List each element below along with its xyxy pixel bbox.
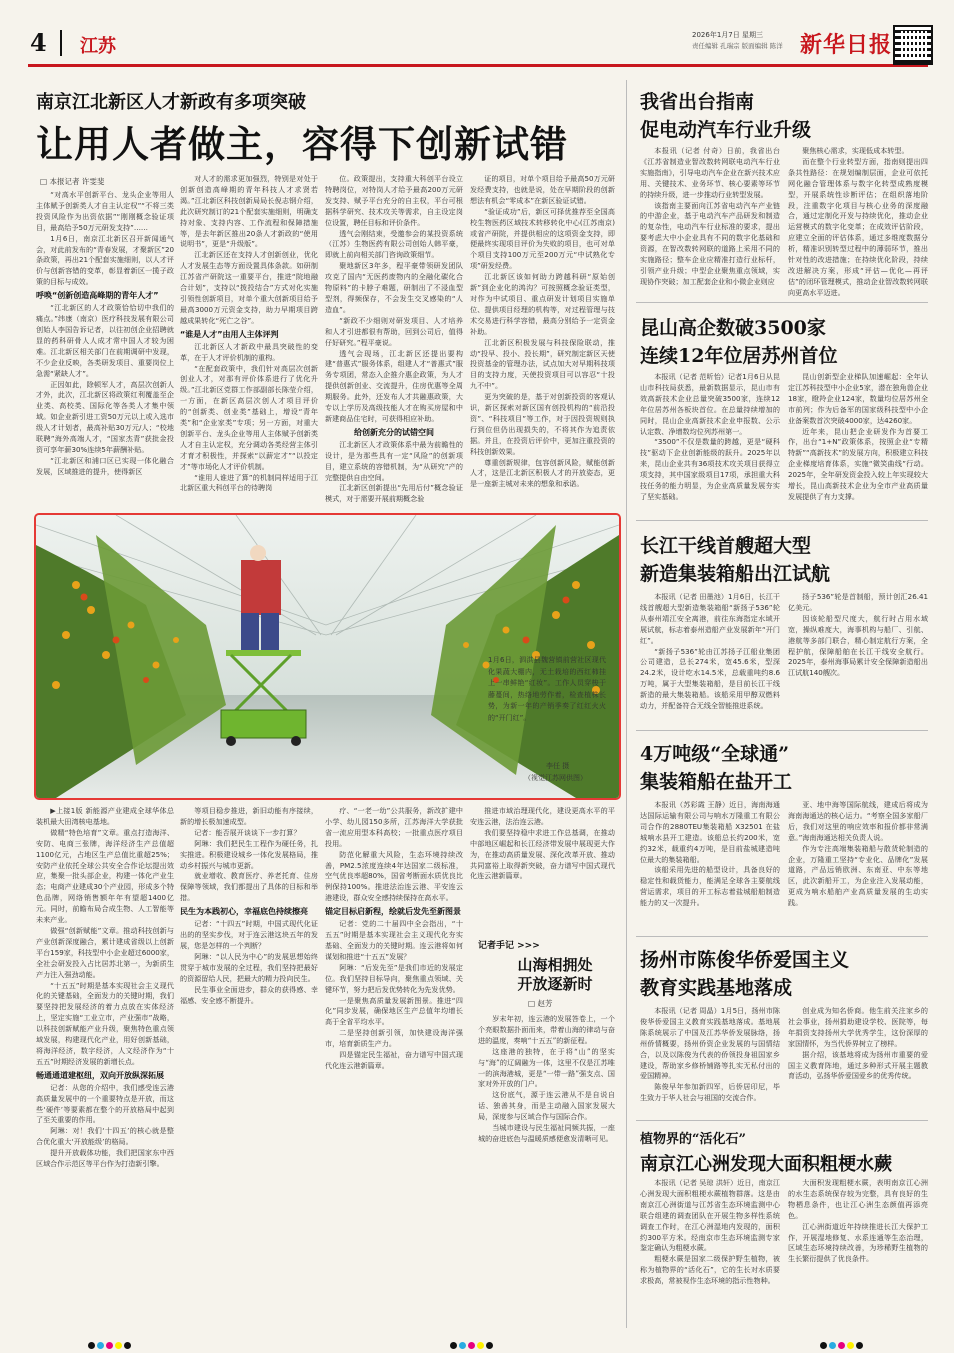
article-1-column-2: 聚焦核心需求，实现低成本转型。 而在整个行业转型方面，指南则提出四条共性路径：在规划编制层面，企业可依托网化融合管理体系与数字化转型成熟度模型，开展系统性诊断评估；在组织落地阶段，注重数字化项目与核心业务的深度融合，通过定制化开发与持续优化，推动企业运营模式的数字化变革；在成效评估阶段，应建立全面的评估体系，通过多维度数据分析，精准识别转型过程中的薄弱环节，推出针对性的改进措施；在持续优化阶段，持续改进解决方案，形成“评估—优化—再评估”的闭环管理模式，推动企业智改数转网联向更高水平迈进。	[788, 146, 928, 296]
bottom-column-3: 疗、“一老一幼”公共服务，新改扩建中小学、幼儿园150多所，江苏海洋大学获批省一流应用型本科高校；一批重点医疗项目投用。 防范化解重大风险，生态环境持续改善，PM2.5浓度连续4年达国家二级标准，空气优良率超80%，国省考断面水质优良比例保持100%。推进法治连云港、平安连云港建设，群众安全感持续保持在高水平。 锚定目标启新程，绘就后发先至新图景 记者：党的二十届四中全会指出，“十五五”时期是基本实现社会主义现代化夯实基础、全面发力的关键时期。连云港将如何谋划和推进“十五五”发展？ 阿琳：“后发先至”是我们市近的发展定位。我们坚持目标导向，聚焦重点领域、关键环节，努力把后发优势转化为先发优势。 一是聚焦高质量发展新图景。推进“四化”同步发展，确保地区生产总值年均增长高于全省平均水平。 二是坚持创新引领，加快建设海洋强市，培育新质生产力。 四是锚定民生福祉，奋力谱写中国式现代化连云港新篇章。	[325, 806, 463, 1070]
issue-date: 2026年1月7日 星期三	[692, 31, 763, 39]
article-1-column-1: 本报讯（记者 付奇）日前，我省出台《江苏省制造业智改数转网联电动汽车行业实施指南》，引导电动汽车企业在新兴技术应用、关键技术、业务环节、核心要素等环节的持续升级，进一步推动行业转型发展。 该指南主要面向江苏省电动汽车产业链的中游企业，基于电动汽车产品研发和制造的复杂性，电动汽车行业标准的要求，提出要考虑大中小企业具有不同的数字化基础和资源，在智改数转网联的道路上采用不同的实施路径；整车企业应精准打造行业标杆，引领产业升级；中型企业聚焦重点领域，实现协作突破；加工配套企业和小微企业则应	[640, 146, 780, 286]
lead-column-3: 位。政策提出，支持重大科创平台设立特聘岗位，对特岗人才给予最高200万元研发支持、赋予平台充分的自主权，平台可根据科学研究、技术攻关等需求，自主设定岗位设置，聘任目标和评价条件。 透气会刚结束，受邀参会的某投资系统（江苏）生物医药有限公司创始人韩平豪，即就上前向相关部门咨询政策细节。 聚地新区3年多，程平豪带领研发团队攻克了国内“无医药废物内的全融化碳化合物原料”的卡脖子难题，研制出了不浸血型型剂，得频保存，不会发生交叉感染的“人造血”。 “新政不少细则对研发项目、人才培养和人才引进都很有帮助，回到公司后，值得仔好研究。”程平豪说。 透气会现场，江北新区还提出要构建“普惠式”服务体系，组建人才“普惠式”服务专项团，常态入企推介惠企政策，为人才提供创新创业、交流提升，住房优惠等全周期服务。此外，还发布人才共融惠政策，大专以上学历及高级技能人才在购买房屋和中新建商品住宅时，可获得相应补助。 给创新充分的试错空间 江北新区人才政策体系中最为前瞻性的设计，是为那些具有一定“风险”的创新项目，建立系统的容错机制，为“从研究”产的完整提供自由空间。 江北新区创新提出“先用后付”概念验证模式，对于需要开展前期概念验	[325, 174, 463, 504]
article-3-title: 长江干线首艘超大型 新造集装箱船出江试航	[640, 535, 831, 585]
bottom-subhead-2: 民生为本践初心，幸福底色持续擦亮	[180, 907, 308, 917]
article-divider-4	[636, 936, 928, 937]
bottom-column-4: 推进市域治理现代化，建设更高水平的平安连云港，法治连云港。 我们要坚持稳中求进工作总基调，在推动中部地区崛起和长江经济带发展中展现更大作为，在推动高质量发展、深化改革开放、推动共同富裕上取得新突破，奋力谱写中国式现代化连云港新篇章。	[470, 806, 615, 881]
lead-subhead-2: “谁是人才”由用人主体评判	[180, 329, 279, 339]
masthead-logo: 新华日报	[800, 32, 893, 58]
photo-credit: 李任 摄	[546, 762, 570, 770]
bottom-column-2: 等项目稳步推进，新旧动能有序接续，新的增长极加速成型。 记者：能否展开谈谈下一步打算？ 阿琳：我们把民生工程作为硬任务，扎实推进。积极建设城乡一体化发展格局，推动乡村振兴与城市更新。 就业增收、教育医疗、养老托育、住房保障等领域，我们都提出了具体的目标和举措。 民生为本践初心，幸福底色持续擦亮 记者：“十四五”时期，中国式现代化证出的的坚实步伐，对于连云港这块五年的发展，您是怎样的一个判断？ 阿琳：“以人民为中心”的发展思想始终贯穿于城市发展的全过程，我们坚持把最好的资源留给人民，把最大的精力投向民生。 民生事业全面进步，群众的获得感、幸福感、安全感不断提升。	[180, 806, 318, 1005]
bottom-subhead-1: 畅通通道建枢纽，双向开放纵深拓展	[36, 1070, 164, 1080]
page-header-rule	[28, 26, 928, 67]
lead-column-1: “对高水平创新平台、龙头企业等用人主体赋予创新类人才自主认定权”“不将三类投资风险作为出资依据”“刚刚概念验证项目，最高给予50万元研发支持”…… 1月6日，南京江北新区召开新闻通气会，对此前发布的“青春发展，才聚新区”20条政策，再出21个配套实施细则，以人才评价与创新容错的变革，彰显着新区一揽子政策的目标与成效。 呼唤“创新创造高峰期的青年人才” “江北新区的人才政策恰恰切中我们的痛点。”纬康（南京）医疗科技发展有限公司创始人李国告诉记者，以往初创企业招聘就显的药科研骨人人成才常中国人才较为困难。江北新区相关部门在前期调研中发现，不少企业反映，各类研发项目、重要岗位上急需“紧缺人才”。 正因如此，除顿军人才，高层次创新人才外，此次，江北新区将政策红利覆盖至企业类、高校类、国际化等各类人才集中领域。如企业新引进工资50万元以上或入选市级人才计划者，最高补贴30万元/人；“校地联聘”海外高端人才，“国家杰青”获批金投资可享年薪30%连续5年薪酬补贴。 “江北新区和浦口区已实现一体化融合发展，区域推进的提升，使得新区	[36, 190, 174, 476]
article-6-column-2: 大面积发现粗梗水蕨，表明南京江心洲的水生态系统保存较为完整，具有良好的生物栖息条件，也让江心洲生态颜值再添亮色。 江心洲街道近年持续推进长江大保护工作，开展湿地修复、水系连通等生态治理，区域生态环境持续改善，为珍稀野生植物的生长繁衍提供了优良条件。	[788, 1178, 928, 1264]
article-4-column-2: 亚、地中海等国际航线，建成后将成为海南海通达的核心运力。“考察全国多家船厂后，我们对这里的响应效率和报价都非常满意。”海南海通达相关负责人说。 作为专注高端集装箱船与散货轮制造的企业，万隆重工坚持“专业化、品牌化”发展道路，产品远销欧洲、东南亚、中东等地区，此次新船开工，为企业注入发展动能，更成为响水船舶产业高质量发展的生动实践。	[788, 800, 928, 908]
qr-code-icon[interactable]	[893, 25, 933, 65]
article-4-column-1: 本报讯（苏彩霞 王静）近日，海南海通达国际运输有限公司与响水万隆重工有限公司合作的2880TEU集装箱船 X32501 在盐城响水县开工建造。该船总长约200米，宽约32米，载重约4万吨，是目前盐城建造吨位最大的集装箱船。 该船采用先进的船型设计，具备良好的稳定性和载货能力，能满足全球各主要航线营运需求，项目的开工标志着盐城船舶制造能力的又一次提升。	[640, 800, 780, 908]
registration-marks-left	[88, 1334, 133, 1353]
lead-column-2: 对人才的需求更加强烈，特别是对处于创新创造高峰期的青年科技人才求贤若渴。”江北新区科技创新局局长倪志钢介绍，此次研究制订的21个配套实施细则，明确支持对象、支持内容、工作流程和保障措施等，是去年新区推出20条人才新政的“使用说明书”，更是“升级版”。 江北新区还在支持人才创新创业，优化人才发展生态等方面设置具体条款。如研制江苏省产研院这一重要平台，推进“院地融合计划”，支持以“拨投结合”方式对化实施引领性创新项目，对单个重大创新项目给予最高3000万元资金支持，助力早期项目跨越成果转化“死亡之谷”。 “谁是人才”由用人主体评判 江北新区人才新政中最具突破性的变革，在于人才评价机制的重构。 “在配套政策中，我们针对高层次创新创业人才，对那有评价体系进行了优化升级。”江北新区党群工作部副部长陈莹介绍，一方面，在新区高层次创人才项目评价的“创新类、创业类”基础上，增设“青年类”和“企业家类”专项；另一方面，对重大创新平台、龙头企业等用人主体赋予创新类人才自主认定权，充分调动各类经营主体引才育才积极性，并探索“以薪定才”“以投定才”等市场化人才评价机制。 “谁用人谁进了算”的机制同样适用于江北新区重大科创平台的待聘岗	[180, 174, 318, 493]
note-title: 山海相拥处 开放逐新时	[517, 956, 593, 993]
article-5-title: 扬州市陈俊华侨爱国主义 教育实践基地落成	[640, 949, 850, 999]
photo-source: （视觉江苏网供图）	[524, 774, 587, 782]
registration-marks-center	[450, 1334, 495, 1353]
article-divider-3	[636, 730, 928, 731]
article-divider-5	[636, 1120, 928, 1121]
lead-kicker: 南京江北新区人才新政有多项突破	[36, 92, 306, 113]
article-2-column-1: 本报讯（记者 范昕怡）记者1月6日从昆山市科技局获悉，最新数据显示，昆山市有效高新技术企业总量突破3500家，连续12年位居苏州各板块首位。在总量持续增加的同时，昆山企业高新技术企业申报数、公示认定数、净增数均位列苏州第一。 “3500”不仅是数量的跨越，更是“硬科技”驱动下企业创新能级的跃升。2025年以来，昆山企业共有36项技术攻关项目获得立项支持，其中国家级项目17项，承担重大科技任务的能力明显，为企业高质量发展夯实了坚实基础。	[640, 372, 780, 501]
article-4-title: 4万吨级“全球通” 集装箱船在盐开工	[640, 743, 793, 793]
article-6-kicker: 植物界的“活化石”	[640, 1132, 746, 1147]
tomato-greenhouse-photo	[34, 513, 621, 800]
lead-title: 让用人者做主，容得下创新试错	[36, 123, 568, 166]
photo-caption: 1月6日，泗洪县魏营镇前营社区现代化果蔬大棚内，无土栽培的西红柿挂上一串鲜艳“红妆”。工作人员穿梭于藤蔓间，热络地劳作着，检查植株长势，为新一年的产销季奏了红红火火的“开门红”。	[488, 656, 606, 722]
article-divider-1	[636, 302, 928, 303]
section-title: 江苏	[80, 36, 116, 57]
article-1-title: 我省出台指南 促电动汽车行业升级	[640, 91, 812, 141]
article-6-title: 南京江心洲发现大面积粗梗水蕨	[640, 1154, 892, 1175]
article-3-column-2: 扬子536”轮是首制船，预计创汇26.41亿美元。 因该轮船型尺度大，航行时占用水域宽，操纵难度大，海事机构与船厂、引航、港航等多部门联合，精心制定航行方案，全程护航，保障船舶在长江干线安全航行。2025年，泰州海事局累计安全保障新造船出江试航140艘次。	[788, 592, 928, 678]
note-byline: □ 赵芳	[528, 999, 553, 1008]
editor-credits: 责任编辑 孔瑞宗 版面编辑 陈洋	[692, 42, 783, 50]
article-2-column-2: 昆山创新型企业梯队加速崛起：全年认定江苏科技型中小企业5家，潜在独角兽企业18家，瞪羚企业124家，数量均位居苏州全市前列；作为后备军的国家级科技型中小企业备案数首次突破4000家，达4260家。 近年来，昆山把企业研发作为首要工作，出台“1+N”政策体系，按照企业“专精特新”“高新技术”的发展方向，积极建立科技企业梯度培育体系，实施“微笑曲线”行动。2025年，全年研发资金投入较上年实现较大增长，昆山高新技术企业为全市产业高质量发展提供了有力支撑。	[788, 372, 928, 501]
lead-column-4: 证的项目，对单个项目给予最高50万元研发经费支持，也就是说，处在早期阶段的创新想法有机会“零成本”在新区验证试错。 “验证成功”后，新区可择优推荐至全国高校生物医药区域技术转移转化中心(江苏南京)或省产研院，并提供相应的这项资金支持，即便最终实现项目评价为失败的项目，也可对单个项目支持100万元至200万元“中试熟化专项”研发经费。 江北新区该如何助力跨越科研“原始创新”到企业化的鸿沟？可按照概念验证类型，对作为中试项目、重点研发计划项目实施单位、提供项目经理的机构等，对过程管理与技术交易进行科学容错，最高分别给予一定资金补助。 江北新区积极发展与科技保险联动，推动“投早、投小、投长期”，研究制定新区天使投资基金的管理办法，试点加大对早期科技项目的支持力度，天使投资项目可以容忍“十投九不中”。 更为突破的是，基于对创新投资的客观认识，新区探索对新区国有创投机构的“前沿投资”、“科技项目”等工作，对于因投资规则执行到位但仍出现损失的，不将其作为追责依据。并且，在投资后评价中，更加注重投资的科技创新效果。 尊重创新规律，包容创新风险，赋能创新人才，这是江北新区积极人才的开放姿态，更是一座新主城对未来的想象和承诺。	[470, 174, 615, 489]
right-column-divider	[626, 80, 627, 1328]
article-divider-2	[636, 520, 928, 521]
article-5-column-1: 本报讯（记者 周晶）1月5日，扬州市陈俊华侨爱国主义教育实践基地落成。基地展陈系统展示了中国及江苏华侨发展脉络，扬州侨情概要，扬州侨资企业发展的与国情结合，以及以陈俊为代表的侨领投身祖国家乡建设，帮助家乡修桥铺路等扎实无私付出的爱国精神。 陈俊早年参加新四军，后侨居印尼，毕生致力于华人社会与祖国的交流合作。	[640, 1006, 780, 1103]
header-divider	[60, 30, 62, 56]
lead-subhead-3: 给创新充分的试错空间	[354, 427, 434, 437]
bottom-subhead-3: 锚定目标启新程，绘就后发先至新图景	[325, 907, 461, 917]
article-2-title: 昆山高企数破3500家 连续12年位居苏州首位	[640, 317, 838, 367]
bottom-column-1: ▶上接1版 新能源产业建成全球华体总装机最大田湾核电基地。 做精“特色培育”文章。重点打造海洋、安防、电商三张牌，海洋经济生产总值超1100亿元，占地区生产总值比重超25%；安防产业依托全球公共安全合作论坛提出效应，集聚一批头部企业，构建一体化产业生态；电商产业建成30个产业园，形成多个特色品牌，网络销售额年年有望超1400亿元。同时，前瞻布局合成生物、人工智能等未来产业。 做强“创新赋能”文章。推动科技创新与产业创新深度融合，累计建成省级以上创新平台159家，科技型中小企业超过6000家，全社会研发投入占比居苏北第一，为新质生产力注入强劲动能。 “十五五”时期是基本实现社会主义现代化的关键基础，全面发力的关键时期，我们要坚持把发展经济的着力点放在实体经济上，坚定实施“工业立市，产业强市”战略，以科技创新赋能产业升级，聚焦特色重点领域发展，构建现代化产业，用好创新基础，将海洋经济，数字经济，人文经济作为“十五五”时期经济发展的新增长点。 畅通通道建枢纽，双向开放纵深拓展 记者：从您的介绍中，我们感受连云港高质量发展中的一个重要特点是开放，而这些‘硬件’等要素都在整个的开放格局中起到了至关重要的作用。 阿琳：对！我们‘十四五’的核心就是整合优化重大‘开放能级’的格局。 提升开放载体功能，我们把国家东中西区域合作示范区等平台作为打造新引擎。	[36, 806, 174, 1169]
note-label: 记者手记 >>>	[478, 941, 540, 951]
note-body: 岁末年初，连云港的发展答卷上，一个个亮眼数据扑面而来，带着山海的律动与奋进的温度，奏响“十五五”的新征程。 这座港的独特，在于将“山”的坚实与“海”的辽阔融为一体，这里不仅是江苏唯一的滨海港城，更是“一带一路”强支点、国家对外开放的门户。 这份底气，源于连云港从不是自说自话、独善其身，而是主动融入国家发展大局，深度参与区域合作与国际合作。 当城市建设与民生福祉同频共振，一座城的奋进底色与温暖质感便愈发清晰可见。	[478, 1014, 615, 1143]
lead-byline: □ 本报记者 许雯斐	[40, 177, 105, 186]
lead-subhead-1: 呼唤“创新创造高峰期的青年人才”	[36, 291, 159, 301]
page-number: 4	[30, 28, 47, 57]
registration-marks-right	[820, 1334, 865, 1353]
article-6-column-1: 本报讯（记者 吴琼 洪轩）近日，南京江心洲发现大面积粗梗水蕨植物群落。这是由南京江心洲街道与江苏省生态环境监测中心联合组建的调查团队在开展生物多样性系统调查工作时，在江心洲湿地内发现的，面积约300平方米。经南京市生态环境监测专家鉴定确认为粗梗水蕨。 粗梗水蕨是国家二级保护野生植物，被称为植物界的“活化石”，它的生长对水质要求极高，常被视作生态环境的指示性物种。	[640, 1178, 780, 1286]
article-5-column-2: 创业成为知名侨商。他生前关注家乡的社会事业，扬州捐助建设学校、医院等，每年捐资支持扬州大学优秀学生，这份深厚的家国情怀，为当代侨界树立了榜样。 据介绍，该基地将成为扬州市重要的爱国主义教育阵地，通过多种形式开展主题教育活动，弘扬华侨爱国爱乡的优秀传统。	[788, 1006, 928, 1081]
article-3-column-1: 本报讯（记者 田墨池）1月6日，长江干线首艘超大型新造集装箱船“新扬子536”轮从泰州靖江安全离港，前往东海指定水域开展试航，标志着泰州造船产业发展新年“开门红”。 “新扬子536”轮由江苏扬子江船业集团公司建造，总长274米，宽45.6米，型深24.2米，设计吃水14.5米，总载重吨约8.6万吨，属于大型集装箱船，是目前长江干线新造的最大集装箱船。该船采用甲醇双燃料动力，并配备符合无线全智能推进系统。	[640, 592, 780, 711]
